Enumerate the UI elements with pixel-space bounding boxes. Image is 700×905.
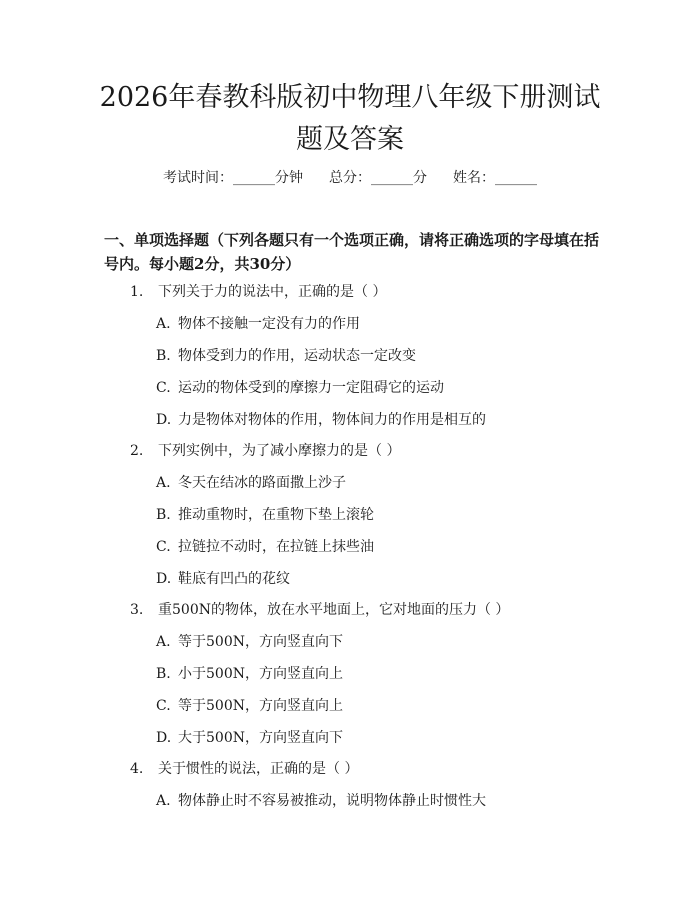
question-number: 1. — [130, 284, 144, 300]
option-item — [156, 696, 343, 716]
option-text: 物体受到力的作用，运动状态一定改变 — [178, 348, 416, 364]
option-text: 力是物体对物体的作用，物体间力的作用是相互的 — [178, 412, 486, 428]
option-item — [156, 537, 374, 557]
option-letter: A. — [156, 475, 171, 491]
question-text: 重500N的物体，放在水平地面上，它对地面的压力（ ） — [158, 602, 510, 618]
option-text: 等于500N，方向竖直向上 — [178, 698, 343, 714]
question-text: 下列实例中，为了减小摩擦力的是（ ） — [158, 443, 401, 459]
option-text: 大于500N，方向竖直向下 — [178, 730, 343, 746]
document-title: 2026年春教科版初中物理八年级下册测试题及答案 — [99, 82, 601, 155]
option-letter: B. — [156, 348, 171, 364]
option-text: 物体不接触一定没有力的作用 — [178, 316, 360, 332]
option-item — [156, 664, 343, 684]
question-number: 2. — [130, 443, 144, 459]
option-item — [156, 346, 416, 366]
option-text: 冬天在结冰的路面撒上沙子 — [178, 475, 346, 491]
option-text: 运动的物体受到的摩擦力一定阻碍它的运动 — [178, 380, 444, 396]
option-item — [156, 632, 343, 652]
option-item — [156, 728, 343, 748]
option-text: 等于500N，方向竖直向下 — [178, 634, 343, 650]
option-letter: A. — [156, 634, 171, 650]
question-item — [130, 600, 509, 620]
option-item — [156, 314, 360, 334]
option-item — [156, 505, 374, 525]
option-item — [156, 791, 486, 811]
option-letter: C. — [156, 539, 171, 555]
question-text: 关于惯性的说法，正确的是（ ） — [158, 761, 359, 777]
option-item — [156, 473, 346, 493]
option-letter: C. — [156, 380, 171, 396]
option-text: 拉链拉不动时，在拉链上抹些油 — [178, 539, 374, 555]
option-letter: D. — [156, 412, 172, 428]
exam-time-field: 考试时间：______分钟 — [163, 170, 303, 186]
option-letter: B. — [156, 507, 171, 523]
option-letter: D. — [156, 730, 172, 746]
option-item — [156, 410, 486, 430]
question-item — [130, 441, 400, 461]
question-number: 4. — [130, 761, 144, 777]
option-item — [156, 378, 444, 398]
question-item — [130, 282, 386, 302]
option-letter: C. — [156, 698, 171, 714]
question-item — [130, 759, 358, 779]
option-text: 小于500N，方向竖直向上 — [178, 666, 343, 682]
section-heading: 一、单项选择题（下列各题只有一个选项正确，请将正确选项的字母填在括号内。每小题2分，共30分） — [104, 231, 600, 273]
question-text: 下列关于力的说法中，正确的是（ ） — [158, 284, 387, 300]
student-name-field: 姓名：______ — [453, 170, 537, 186]
option-letter: B. — [156, 666, 171, 682]
option-letter: A. — [156, 793, 171, 809]
question-number: 3. — [130, 602, 144, 618]
total-score-field: 总分：______分 — [329, 170, 427, 186]
option-letter: A. — [156, 316, 171, 332]
option-text: 物体静止时不容易被推动，说明物体静止时惯性大 — [178, 793, 486, 809]
option-letter: D. — [156, 571, 172, 587]
option-text: 推动重物时，在重物下垫上滚轮 — [178, 507, 374, 523]
option-text: 鞋底有凹凸的花纹 — [178, 571, 290, 587]
exam-info-line — [0, 168, 700, 188]
option-item — [156, 569, 290, 589]
